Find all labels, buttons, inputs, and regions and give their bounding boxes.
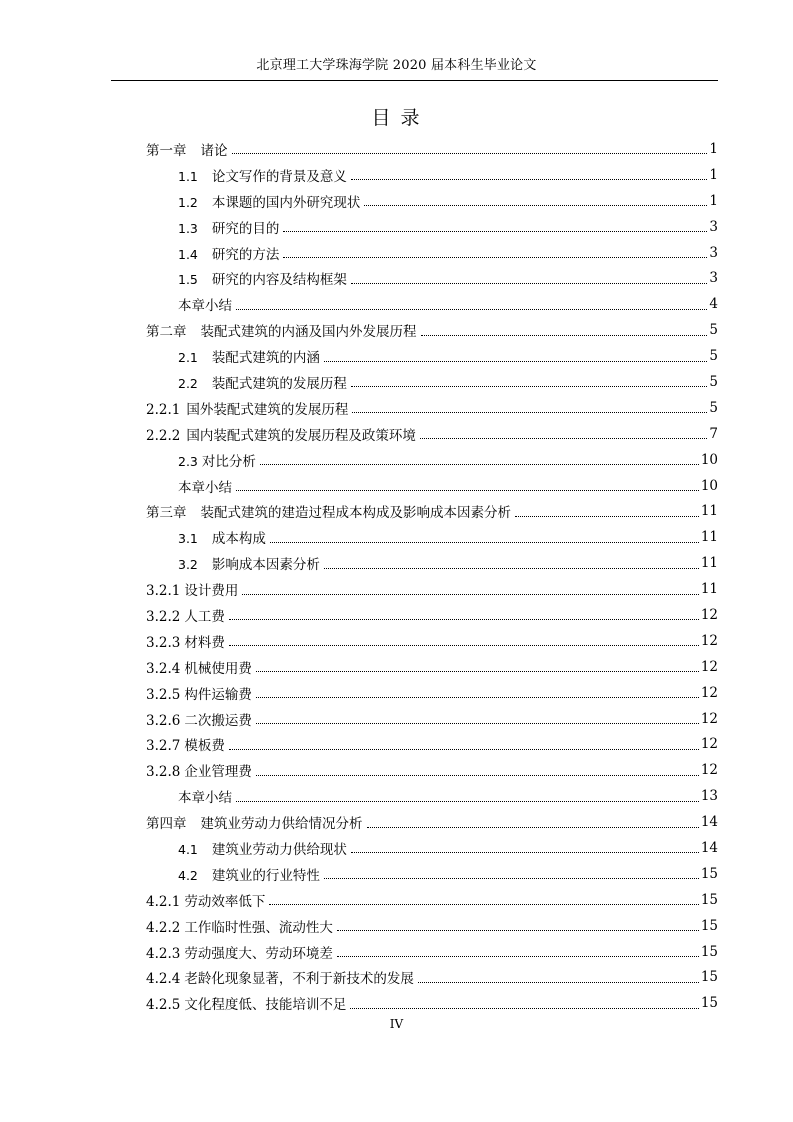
toc-entry-page: 15 (700, 969, 718, 986)
toc-leader-dots (324, 568, 699, 569)
toc-entry-text: 劳动效率低下 (184, 893, 266, 910)
toc-entry[interactable] (146, 473, 718, 499)
toc-entry-text: 本课题的国内外研究现状 (211, 194, 361, 211)
toc-entry[interactable] (146, 498, 718, 524)
toc-title: 目 录 (371, 107, 422, 129)
toc-entry-number: 2.3 (178, 453, 198, 469)
toc-entry[interactable] (146, 214, 718, 240)
toc-entry-label (178, 217, 281, 237)
toc-entry-text: 建筑业的行业特性 (211, 867, 320, 884)
toc-entry-page: 11 (700, 503, 718, 520)
toc-entry-page: 11 (700, 555, 718, 572)
toc-entry[interactable] (146, 265, 718, 291)
toc-entry-number: 4.2 (178, 867, 198, 883)
toc-entry-text: 机械使用费 (184, 660, 252, 677)
toc-entry[interactable] (146, 835, 718, 861)
toc-entry-number: 2.1 (178, 350, 198, 366)
toc-entry-label (178, 268, 349, 288)
toc-entry[interactable] (146, 990, 718, 1016)
toc-entry-number: 3.2.1 (146, 583, 181, 600)
toc-entry[interactable] (146, 317, 718, 343)
toc-entry-page: 5 (709, 322, 718, 339)
toc-entry[interactable] (146, 524, 718, 550)
toc-entry[interactable] (146, 783, 718, 809)
toc-entry-label (178, 165, 349, 185)
toc-entry-text: 建筑业劳动力供给情况分析 (200, 816, 363, 833)
toc-entry[interactable] (146, 939, 718, 965)
toc-entry-number: 4.2.3 (146, 945, 181, 962)
toc-entry-label (178, 243, 281, 263)
toc-entry-text: 成本构成 (211, 531, 266, 548)
toc-entry-label (146, 605, 227, 625)
toc-entry-label (178, 191, 362, 211)
toc-leader-dots (256, 671, 699, 672)
toc-entry-page: 7 (709, 425, 718, 442)
toc-entry-number: 第三章 (146, 505, 187, 522)
toc-entry-label (146, 709, 254, 729)
toc-entry-page: 12 (700, 658, 718, 675)
toc-entry-page: 12 (700, 736, 718, 753)
toc-entry-label (146, 579, 240, 599)
toc-leader-dots (236, 801, 699, 802)
toc-entry-text: 材料费 (184, 634, 225, 651)
toc-entry[interactable] (146, 654, 718, 680)
toc-leader-dots (421, 335, 708, 336)
toc-entry[interactable] (146, 731, 718, 757)
toc-entry-page: 12 (700, 684, 718, 701)
toc-entry-text: 影响成本因素分析 (211, 557, 320, 574)
toc-entry-label (146, 942, 335, 962)
toc-entry-number: 3.2.8 (146, 764, 181, 781)
page-number: IV (389, 1017, 404, 1031)
toc-entry-page: 10 (700, 477, 718, 494)
toc-entry-number: 1.1 (178, 168, 198, 184)
toc-leader-dots (256, 775, 699, 776)
toc-entry-number: 4.2.5 (146, 997, 181, 1014)
toc-entry-page: 14 (700, 814, 718, 831)
toc-leader-dots (418, 982, 699, 983)
toc-entry-page: 3 (709, 244, 718, 261)
toc-entry-number: 1.5 (178, 272, 198, 288)
toc-entry-number: 2.2 (178, 375, 198, 391)
toc-entry-number: 第四章 (146, 816, 187, 833)
toc-entry-label (146, 760, 254, 780)
toc-entry-number: 4.2.2 (146, 919, 181, 936)
toc-leader-dots (324, 361, 708, 362)
toc-entry-label (146, 424, 418, 444)
toc-leader-dots (269, 904, 698, 905)
toc-entry-page: 1 (709, 192, 718, 209)
toc-entry[interactable] (146, 706, 718, 732)
toc-entry-label (146, 320, 419, 340)
toc-entry-number: 第一章 (146, 142, 187, 159)
toc-entry-label (146, 398, 350, 418)
toc-entry-number: 4.1 (178, 841, 198, 857)
toc-entry-text: 老龄化现象显著，不利于新技术的发展 (184, 971, 414, 988)
toc-entry-page: 1 (709, 140, 718, 157)
toc-entry-page: 12 (700, 710, 718, 727)
toc-leader-dots (337, 930, 699, 931)
toc-entry-number: 3.2.6 (146, 712, 181, 729)
toc-leader-dots (236, 309, 707, 310)
toc-entry[interactable] (146, 291, 718, 317)
toc-leader-dots (352, 412, 707, 413)
toc-entry-text: 构件运输费 (184, 686, 252, 703)
toc-entry-text: 工作临时性强、流动性大 (184, 919, 333, 936)
toc-entry-page: 3 (709, 218, 718, 235)
toc-leader-dots (364, 205, 707, 206)
toc-entry-page: 12 (700, 606, 718, 623)
toc-entry-number: 1.3 (178, 220, 198, 236)
toc-entry-number: 4.2.1 (146, 893, 181, 910)
toc-entry-page: 15 (700, 995, 718, 1012)
toc-leader-dots (229, 645, 699, 646)
toc-entry-label (146, 631, 227, 651)
toc-entry-number: 1.2 (178, 194, 198, 210)
toc-leader-dots (236, 490, 699, 491)
toc-entry[interactable] (146, 628, 718, 654)
toc-entry[interactable] (146, 162, 718, 188)
toc-entry[interactable] (146, 421, 718, 447)
toc-leader-dots (350, 1008, 698, 1009)
toc-entry[interactable] (146, 757, 718, 783)
toc-entry-text: 模板费 (184, 738, 225, 755)
toc-entry[interactable] (146, 369, 718, 395)
toc-entry-label (146, 890, 267, 910)
toc-entry-page: 15 (700, 865, 718, 882)
toc-entry-page: 5 (709, 399, 718, 416)
table-of-contents (146, 136, 718, 1016)
toc-entry-label (178, 476, 234, 496)
toc-entry-page: 14 (700, 839, 718, 856)
toc-entry-text: 研究的内容及结构框架 (211, 272, 347, 289)
toc-entry-page: 4 (709, 296, 718, 313)
toc-entry-label (146, 734, 227, 754)
toc-entry-text: 企业管理费 (184, 764, 252, 781)
toc-entry-text: 人工费 (184, 608, 225, 625)
toc-entry-text: 装配式建筑的建造过程成本构成及影响成本因素分析 (200, 505, 511, 522)
toc-entry-text: 建筑业劳动力供给现状 (211, 841, 347, 858)
toc-entry[interactable] (146, 913, 718, 939)
toc-leader-dots (351, 852, 699, 853)
toc-entry-text: 诸论 (200, 142, 228, 159)
toc-leader-dots (324, 878, 699, 879)
toc-entry-number: 3.2.7 (146, 738, 181, 755)
toc-leader-dots (351, 386, 708, 387)
toc-entry[interactable] (146, 136, 718, 162)
toc-entry-number: 3.2 (178, 557, 198, 573)
toc-entry-label (178, 294, 234, 314)
toc-entry-label (178, 553, 322, 573)
toc-entry-number: 2.2.2 (146, 427, 181, 444)
toc-entry-label (146, 916, 335, 936)
toc-entry[interactable] (146, 447, 718, 473)
toc-leader-dots (229, 619, 699, 620)
toc-entry-page: 11 (700, 581, 718, 598)
toc-entry-page: 15 (700, 943, 718, 960)
toc-entry-text: 本章小结 (178, 479, 232, 496)
toc-entry-page: 1 (709, 166, 718, 183)
toc-leader-dots (242, 594, 698, 595)
toc-entry-number: 3.2.5 (146, 686, 181, 703)
toc-leader-dots (420, 438, 708, 439)
toc-entry-label (146, 993, 348, 1013)
toc-entry-text: 设计费用 (184, 583, 239, 600)
toc-entry[interactable] (146, 861, 718, 887)
toc-entry-text: 二次搬运费 (184, 712, 252, 729)
toc-entry-label (178, 838, 349, 858)
toc-entry-text: 对比分析 (201, 453, 256, 470)
toc-entry-page: 3 (709, 270, 718, 287)
toc-entry[interactable] (146, 602, 718, 628)
toc-entry-label (178, 864, 322, 884)
toc-leader-dots (337, 956, 699, 957)
toc-entry-page: 11 (700, 529, 718, 546)
toc-entry[interactable] (146, 680, 718, 706)
toc-entry-number: 4.2.4 (146, 971, 181, 988)
toc-leader-dots (351, 283, 708, 284)
toc-entry-text: 研究的方法 (211, 246, 280, 263)
toc-entry-text: 文化程度低、技能培训不足 (184, 997, 347, 1014)
toc-entry-text: 研究的目的 (211, 220, 280, 237)
toc-entry-page: 15 (700, 891, 718, 908)
toc-entry-text: 国外装配式建筑的发展历程 (186, 401, 349, 418)
running-header: 北京理工大学珠海学院 2020 届本科生毕业论文 (256, 58, 537, 73)
toc-entry-text: 装配式建筑的发展历程 (211, 375, 347, 392)
toc-entry-page: 12 (700, 632, 718, 649)
toc-entry[interactable] (146, 343, 718, 369)
toc-entry-label (178, 372, 349, 392)
toc-leader-dots (515, 516, 699, 517)
toc-leader-dots (351, 179, 708, 180)
toc-entry[interactable] (146, 240, 718, 266)
toc-entry-text: 装配式建筑的内涵 (211, 350, 320, 367)
toc-entry-label (146, 683, 254, 703)
toc-entry-number: 3.2.2 (146, 608, 181, 625)
toc-entry[interactable] (146, 887, 718, 913)
toc-entry-text: 本章小结 (178, 298, 232, 315)
toc-entry-text: 国内装配式建筑的发展历程及政策环境 (186, 427, 416, 444)
toc-entry-number: 3.2.3 (146, 634, 181, 651)
toc-entry[interactable] (146, 809, 718, 835)
toc-entry-number: 第二章 (146, 324, 187, 341)
toc-entry[interactable] (146, 188, 718, 214)
toc-entry-label (178, 346, 322, 366)
toc-leader-dots (229, 749, 699, 750)
toc-entry-number: 3.1 (178, 531, 198, 547)
toc-entry[interactable] (146, 550, 718, 576)
toc-entry-text: 劳动强度大、劳动环境差 (184, 945, 333, 962)
toc-entry-page: 13 (700, 788, 718, 805)
toc-entry[interactable] (146, 965, 718, 991)
toc-leader-dots (256, 697, 699, 698)
toc-entry[interactable] (146, 395, 718, 421)
toc-entry-label (178, 450, 258, 470)
toc-entry-label (146, 657, 254, 677)
toc-entry-page: 12 (700, 762, 718, 779)
toc-leader-dots (260, 464, 699, 465)
toc-entry-label (146, 812, 365, 832)
toc-entry-page: 5 (709, 348, 718, 365)
toc-entry-page: 10 (700, 451, 718, 468)
toc-entry-label (146, 501, 513, 521)
toc-entry-label (146, 139, 230, 159)
toc-leader-dots (256, 723, 699, 724)
toc-leader-dots (283, 231, 707, 232)
toc-entry-page: 15 (700, 917, 718, 934)
toc-entry-page: 5 (709, 373, 718, 390)
toc-leader-dots (283, 257, 707, 258)
toc-entry-text: 本章小结 (178, 790, 232, 807)
toc-entry[interactable] (146, 576, 718, 602)
toc-leader-dots (367, 827, 699, 828)
toc-entry-text: 论文写作的背景及意义 (211, 168, 347, 185)
toc-entry-label (178, 527, 268, 547)
toc-entry-number: 2.2.1 (146, 401, 181, 418)
toc-entry-text: 装配式建筑的内涵及国内外发展历程 (200, 324, 417, 341)
toc-entry-label (178, 786, 234, 806)
toc-entry-number: 1.4 (178, 246, 198, 262)
header-rule (111, 80, 718, 81)
toc-entry-label (146, 967, 416, 987)
toc-leader-dots (270, 542, 699, 543)
toc-leader-dots (232, 153, 708, 154)
toc-entry-number: 3.2.4 (146, 660, 181, 677)
